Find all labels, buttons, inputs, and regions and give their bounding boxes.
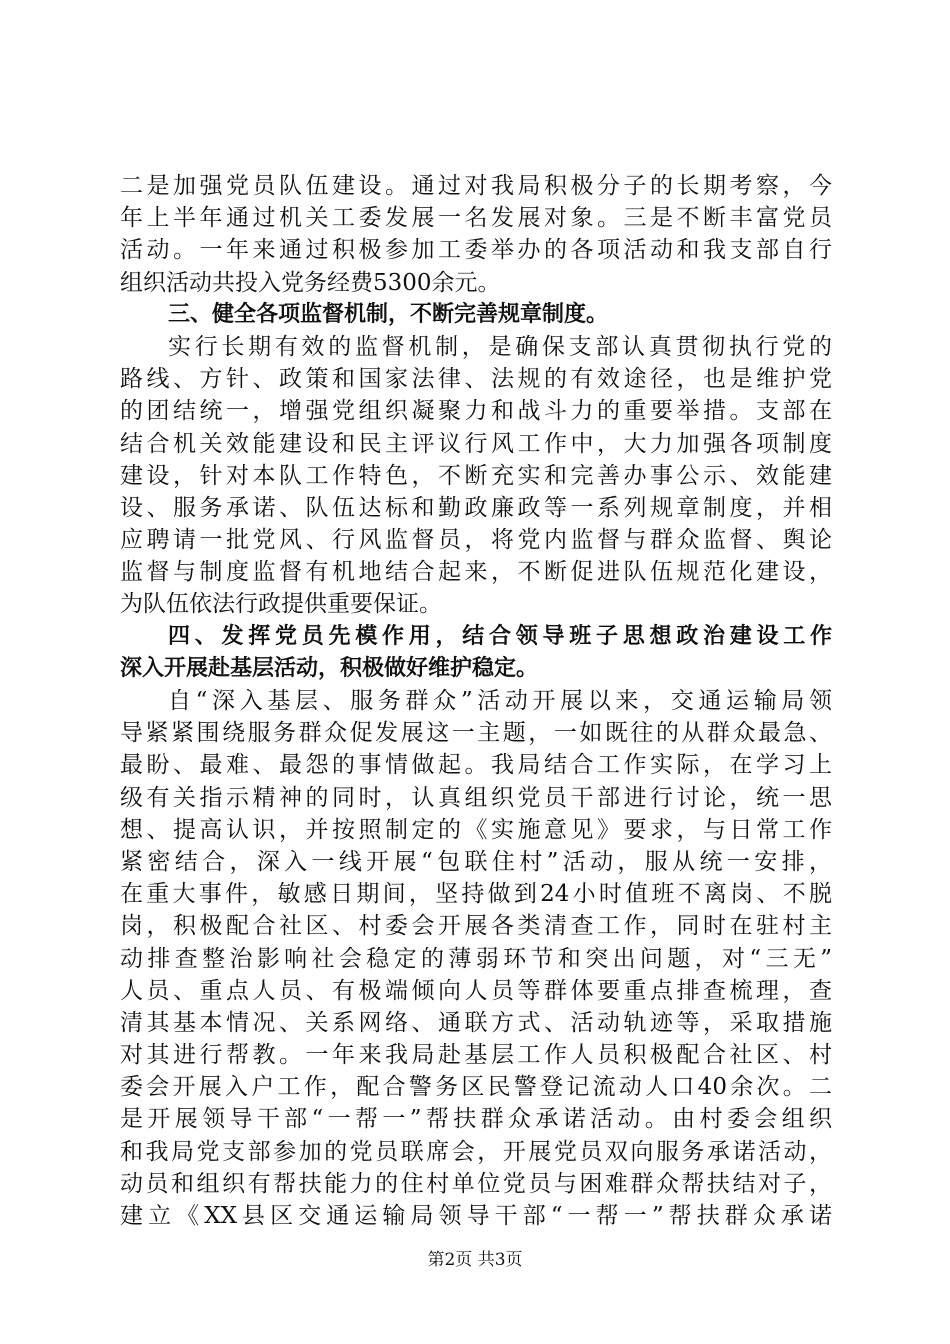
paragraph-line: 清其基本情况、关系网络、通联方式、活动轨迹等，采取措施 — [120, 1009, 832, 1036]
paragraph-line: 对其进行帮教。一年来我局赴基层工作人员积极配合社区、村 — [120, 1042, 832, 1069]
paragraph-line: 想、提高认识，并按照制定的《实施意见》要求，与日常工作 — [120, 816, 832, 843]
paragraph-line: 应聘请一批党风、行风监督员，将党内监督与群众监督、舆论 — [120, 527, 832, 554]
paragraph-line: 年上半年通过机关工委发展一名发展对象。三是不断丰富党员 — [120, 205, 832, 232]
page-footer: 第2页 共3页 — [427, 1250, 523, 1270]
section-heading-line: 四、发挥党员先模作用，结合领导班子思想政治建设工作 — [168, 623, 832, 649]
paragraph-line: 最盼、最难、最怨的事情做起。我局结合工作实际，在学习上 — [120, 752, 832, 779]
paragraph-line: 岗，积极配合社区、村委会开展各类清查工作，同时在驻村主 — [120, 913, 832, 940]
paragraph-line: 自“深入基层、服务群众”活动开展以来，交通运输局领 — [168, 688, 832, 714]
paragraph-line: 实行长期有效的监督机制，是确保支部认真贯彻执行党的 — [168, 333, 832, 360]
paragraph-line: 紧密结合，深入一线开展“包联住村”活动，服从统一安排， — [120, 848, 832, 875]
document-body — [120, 170, 832, 1232]
paragraph-line: 组织活动共投入党务经费5300余元。 — [120, 269, 501, 296]
paragraph-line: 监督与制度监督有机地结合起来，不断促进队伍规范化建设， — [120, 559, 832, 586]
paragraph-line: 为队伍依法行政提供重要保证。 — [120, 591, 442, 618]
paragraph-line: 结合机关效能建设和民主评议行风工作中，大力加强各项制度 — [120, 430, 832, 457]
paragraph-line: 人员、重点人员、有极端倾向人员等群体要重点排查梳理，查 — [120, 977, 832, 1004]
paragraph-line: 动员和组织有帮扶能力的住村单位党员与困难群众帮扶结对子， — [120, 1170, 832, 1197]
section-heading-line: 深入开展赴基层活动，积极做好维护稳定。 — [120, 655, 539, 681]
paragraph-line: 导紧紧围绕服务群众促发展这一主题，一如既往的从群众最急、 — [120, 720, 832, 747]
paragraph-line: 的团结统一，增强党组织凝聚力和战斗力的重要举措。支部在 — [120, 398, 832, 425]
section-heading-line: 三、健全各项监督机制，不断完善规章制度。 — [168, 301, 609, 327]
paragraph-line: 是开展领导干部“一帮一”帮扶群众承诺活动。由村委会组织 — [120, 1106, 832, 1133]
paragraph-line: 活动。一年来通过积极参加工委举办的各项活动和我支部自行 — [120, 237, 832, 264]
paragraph-line: 级有关指示精神的同时，认真组织党员干部进行讨论，统一思 — [120, 784, 832, 811]
paragraph-line: 设、服务承诺、队伍达标和勤政廉政等一系列规章制度，并相 — [120, 494, 832, 521]
paragraph-line: 委会开展入户工作，配合警务区民警登记流动人口40余次。二 — [120, 1074, 832, 1101]
paragraph-line: 路线、方针、政策和国家法律、法规的有效途径，也是维护党 — [120, 366, 832, 393]
paragraph-line: 和我局党支部参加的党员联席会，开展党员双向服务承诺活动， — [120, 1138, 832, 1165]
paragraph-line: 建立《XX县区交通运输局领导干部“一帮一”帮扶群众承诺 — [120, 1203, 832, 1229]
paragraph-line: 建设，针对本队工作特色，不断充实和完善办事公示、效能建 — [120, 462, 832, 489]
paragraph-line: 动排查整治影响社会稳定的薄弱环节和突出问题，对“三无” — [120, 945, 832, 972]
paragraph-line: 二是加强党员队伍建设。通过对我局积极分子的长期考察，今 — [120, 173, 832, 199]
paragraph-line: 在重大事件，敏感日期间，坚持做到24小时值班不离岗、不脱 — [120, 881, 832, 908]
